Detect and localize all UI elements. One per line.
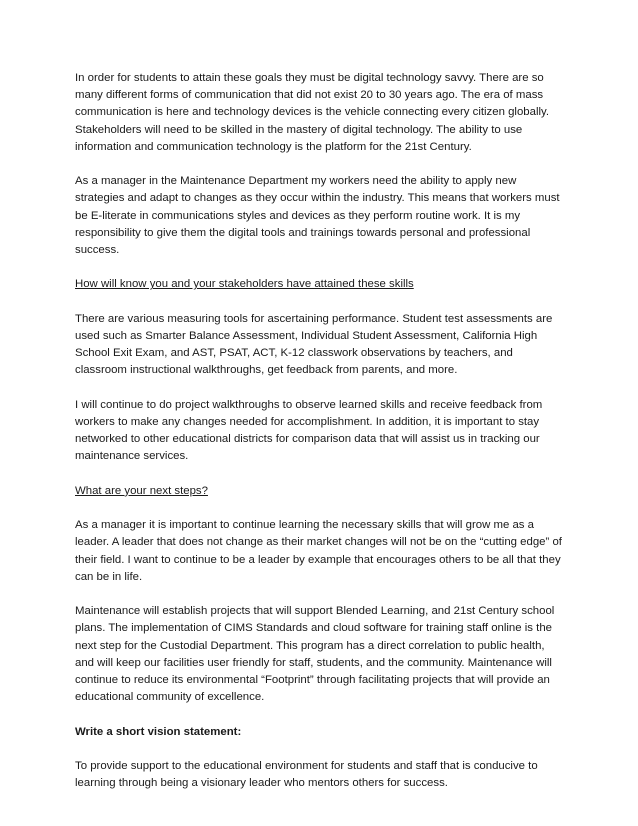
heading-vision-statement: Write a short vision statement: (75, 725, 242, 738)
paragraph-project-walkthroughs: I will continue to do project walkthroughs to observe learned skills and receive feedback from workers to make any changes needed for accomplishment. In addition, it is important to stay networked to other educational districts for comparison data that will assist us in tracking our maintenance services. (75, 398, 543, 463)
heading-next-steps: What are your next steps? (75, 484, 208, 497)
paragraph-maintenance-manager: As a manager in the Maintenance Department my workers need the ability to apply new strategies and adapt to changes as they occur within the industry. This means that workers must be E-literate in communications styles and devices as they perform routine work. It is my responsibility to give them the digital tools and trainings towards personal and professional success. (75, 175, 560, 257)
document-body (75, 70, 565, 810)
heading-attained-skills: How will know you and your stakeholders have attained these skills (75, 278, 414, 291)
paragraph-measuring-tools: There are various measuring tools for ascertaining performance. Student test assessments are used such as Smarter Balance Assessment, Individual Student Assessment, California High School Exit Exam, and AST, PSAT, ACT, K-12 classwork observations by teachers, and classroom instructional walkthroughs, get feedback from parents, and more. (75, 312, 553, 377)
paragraph-digital-savvy: In order for students to attain these goals they must be digital technology savvy. There are so many different forms of communication that did not exist 20 to 30 years ago. The era of mass communication is here and technology devices is the vehicle connecting every citizen globally. Stakeholders will need to be skilled in the mastery of digital technology. The ability to use information and communication technology is the platform for the 21st Century. (75, 72, 550, 153)
paragraph-continue-learning: As a manager it is important to continue learning the necessary skills that will grow me as a leader. A leader that does not change as their market changes will not be on the “cutting edge” of their field. I want to continue to be a leader by example that encourages others to be all that they can be in life. (75, 519, 562, 583)
paragraph-vision: To provide support to the educational environment for students and staff that is conducive to learning through being a visionary leader who mentors others for success. (75, 759, 538, 790)
paragraph-blended-learning: Maintenance will establish projects that will support Blended Learning, and 21st Century school plans. The implementation of CIMS Standards and cloud software for training staff online is the next step for the Custodial Department. This program has a direct correlation to public health, and will keep our facilities user friendly for staff, students, and the community. Maintenance will continue to reduce its environmental “Footprint” through facilitating projects that will provide an educational community of excellence. (75, 605, 555, 704)
